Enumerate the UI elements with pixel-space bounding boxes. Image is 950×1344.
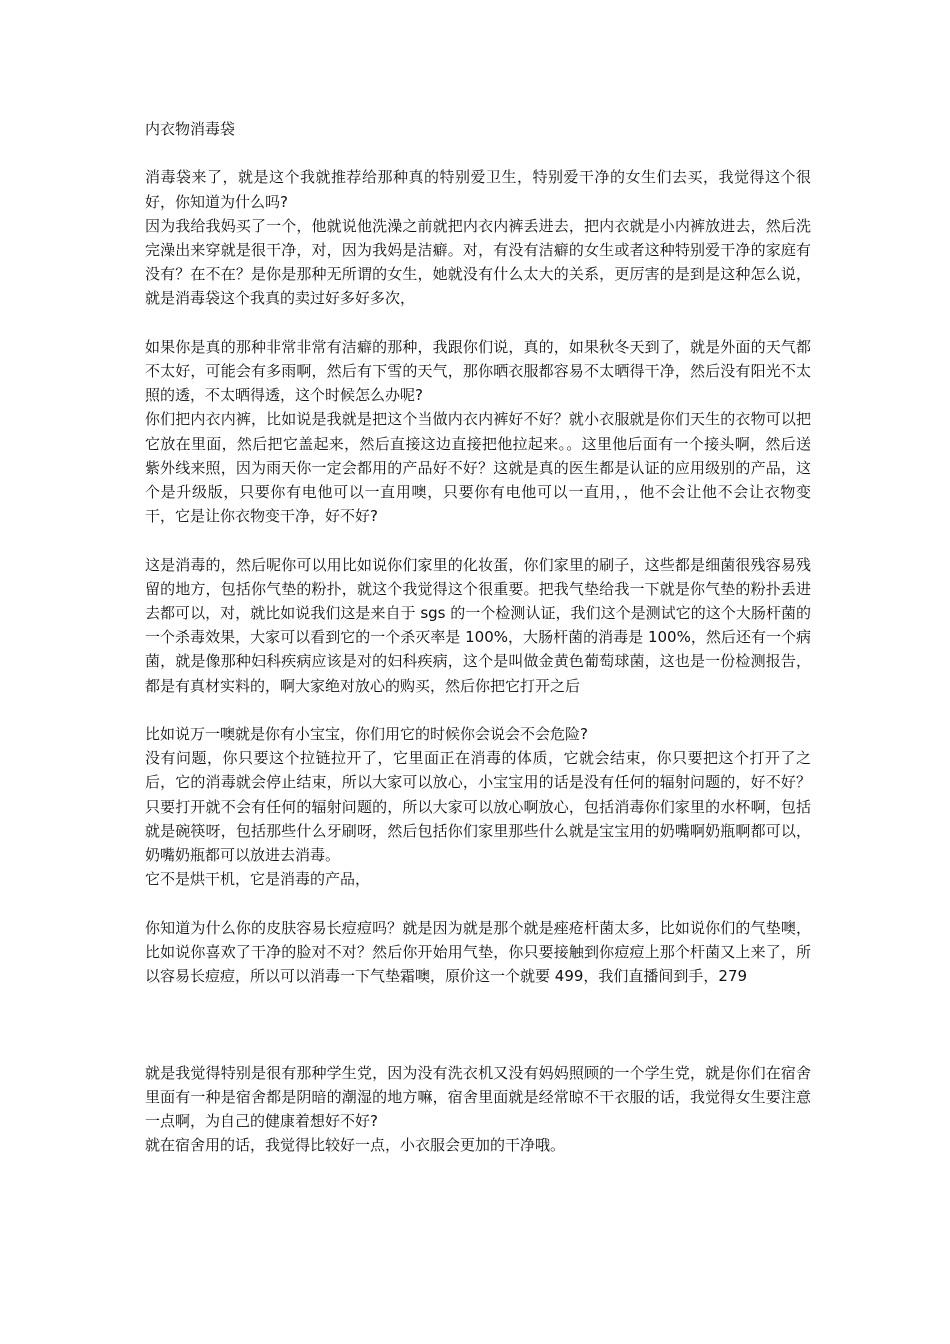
blank-line	[145, 528, 811, 552]
blank-line	[145, 311, 811, 335]
paragraph: 你们把内衣内裤，比如说是我就是把这个当做内衣内裤好不好？就小衣服就是你们天生的衣物可以把它放在里面，然后把它盖起来，然后直接这边直接把他拉起来。。这里他后面有一个接头啊，然后送紫外线来照，因为雨天你一定会都用的产品好不好？这就是真的医生都是认证的应用级别的产品，这个是升级版，只要你有电他可以一直用噢，只要你有电他可以一直用，，他不会让他不会让衣物变干，它是让你衣物变干净，好不好?	[145, 410, 811, 526]
blank-line	[145, 988, 811, 1036]
paragraph: 没有问题，你只要这个拉链拉开了，它里面正在消毒的体质，它就会结束，你只要把这个打开了之后，它的消毒就会停止结束，所以大家可以放心，小宝宝用的话是没有任何的辐射问题的，好不好？只要打开就不会有任何的辐射问题的，所以大家可以放心啊放心，包括消毒你们家里的水杯啊，包括就是碗筷呀，包括那些什么牙刷呀，然后包括你们家里那些什么就是宝宝用的奶嘴啊奶瓶啊都可以，奶嘴奶瓶都可以放进去消毒。	[145, 749, 811, 865]
paragraph: 消毒袋来了，就是这个我就推荐给那种真的特别爱卫生，特别爱干净的女生们去买，我觉得这个很好，你知道为什么吗?	[145, 168, 811, 211]
document-body	[145, 117, 811, 1158]
blank-line	[145, 891, 811, 915]
blank-line	[145, 1037, 811, 1061]
paragraph: 它不是烘干机，它是消毒的产品，	[145, 870, 371, 889]
paragraph: 这是消毒的，然后呢你可以用比如说你们家里的化妆蛋，你们家里的刷子，这些都是细菌很残容易残留的地方，包括你气垫的粉扑，就这个我觉得这个很重要。把我气垫给我一下就是你气垫的粉扑丢进去都可以，对，就比如说我们这是来自于 sgs 的一个检测认证，我们这个是测试它的这个大肠杆菌的一个杀毒效果，大家可以看到它的一个杀灭率是 100%，大肠杆菌的消毒是 100%，然后还有一个病菌，就是像那种妇科疾病应该是对的妇科疾病，这个是叫做金黄色葡萄球菌，这也是一份检测报告，都是有真材实料的，啊大家绝对放心的购买，然后你把它打开之后	[145, 555, 811, 695]
paragraph: 就是我觉得特别是很有那种学生党，因为没有洗衣机又没有妈妈照顾的一个学生党，就是你们在宿舍里面有一种是宿舍都是阴暗的潮湿的地方嘛，宿舍里面就是经常晾不干衣服的话，我觉得女生要注意一点啊，为自己的健康着想好不好?	[145, 1063, 811, 1131]
paragraph: 如果你是真的那种非常非常有洁癖的那种，我跟你们说，真的，如果秋冬天到了，就是外面的天气都不太好，可能会有多雨啊，然后有下雪的天气，那你晒衣服都容易不太晒得干净，然后没有阳光不太照的透，不太晒得透，这个时候怎么办呢?	[145, 337, 811, 405]
paragraph: 就在宿舍用的话，我觉得比较好一点，小衣服会更加的干净哦。	[145, 1136, 566, 1155]
paragraph: 因为我给我妈买了一个，他就说他洗澡之前就把内衣内裤丢进去，把内衣就是小内裤放进去，然后洗完澡出来穿就是很干净，对，因为我妈是洁癖。对，有没有洁癖的女生或者这种特别爱干净的家庭有没有？在不在？是你是那种无所谓的女生，她就没有什么太大的关系，更厉害的是到是这种怎么说，就是消毒袋这个我真的卖过好多好多次，	[145, 216, 811, 308]
blank-line	[145, 141, 811, 165]
document-title: 内衣物消毒袋	[145, 120, 236, 138]
blank-line	[145, 698, 811, 722]
paragraph: 比如说万一噢就是你有小宝宝，你们用它的时候你会说会不会危险?	[145, 725, 588, 744]
paragraph: 你知道为什么你的皮肤容易长痘痘吗？就是因为就是那个就是痤疮杆菌太多，比如说你们的气垫噢，比如说你喜欢了干净的脸对不对？然后你开始用气垫，你只要接触到你痘痘上那个杆菌又上来了，所以容易长痘痘，所以可以消毒一下气垫霜噢，原价这一个就要 499，我们直播间到手，279	[145, 918, 811, 986]
